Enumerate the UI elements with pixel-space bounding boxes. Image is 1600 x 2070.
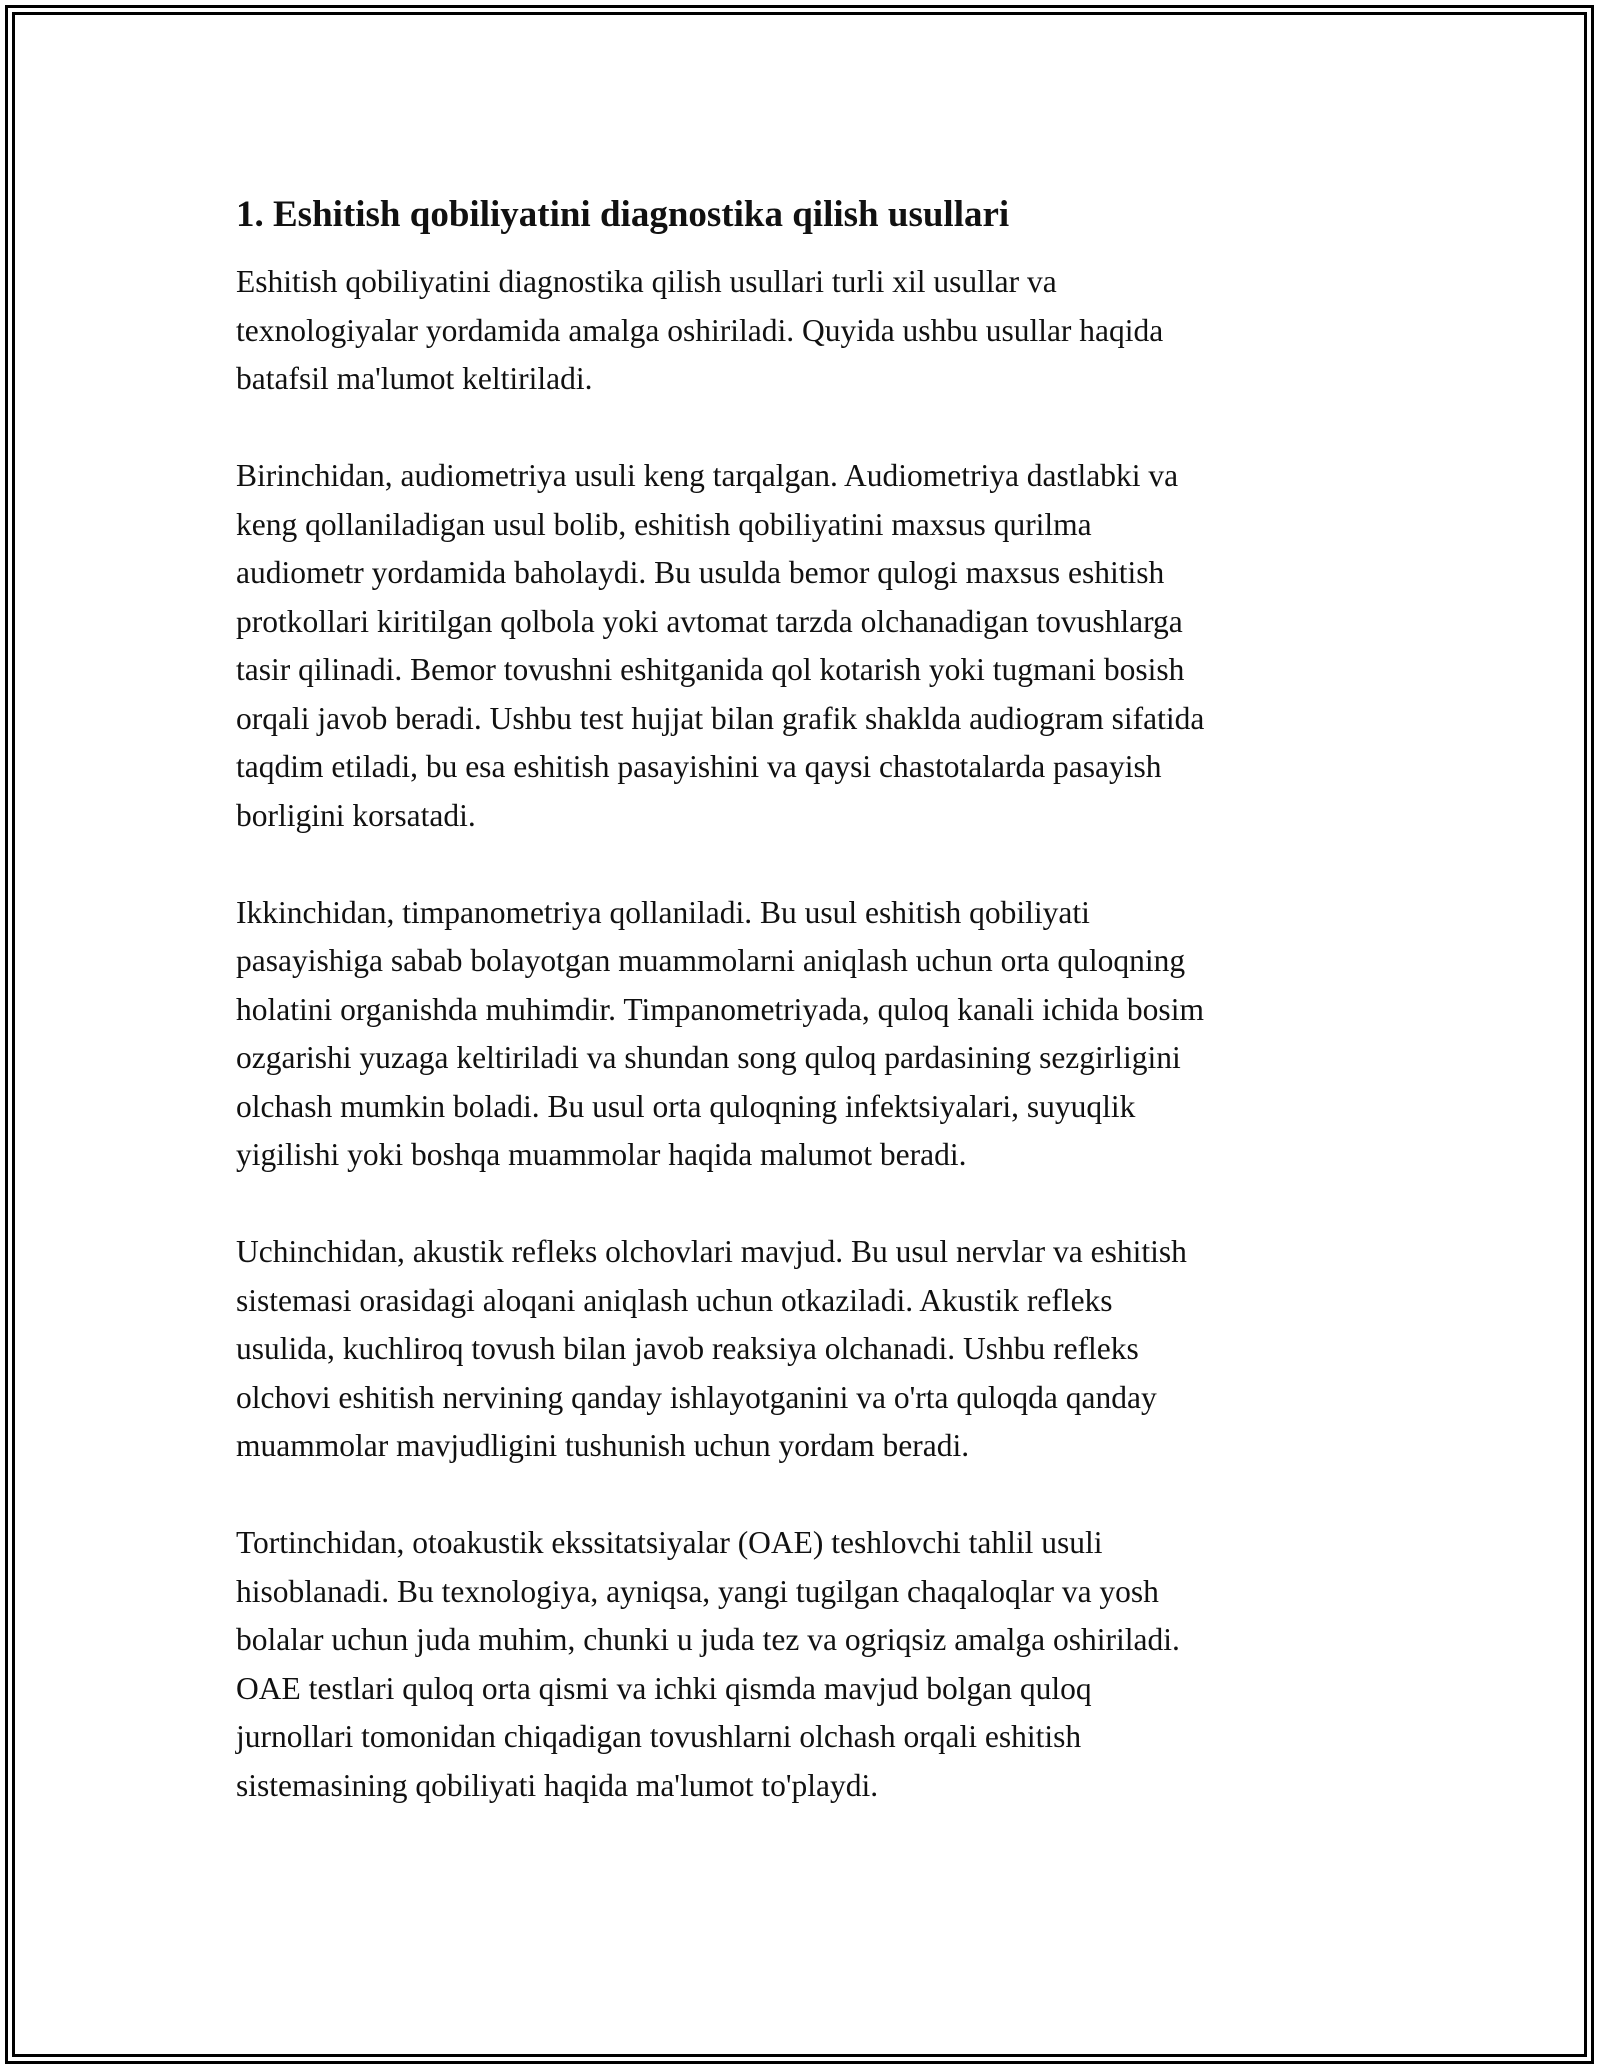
paragraph-tympanometry bbox=[236, 889, 1376, 1180]
text-line: batafsil ma'lumot keltiriladi. bbox=[236, 361, 593, 396]
text-line: texnologiyalar yordamida amalga oshiriladi. Quyida ushbu usullar haqida bbox=[236, 312, 1164, 348]
text-line: muammolar mavjudligini tushunish uchun yordam beradi. bbox=[236, 1428, 970, 1463]
text-line: olchovi eshitish nervining qanday ishlayotganini va o'rta quloqda qanday bbox=[236, 1379, 1157, 1415]
text-line: usulida, kuchliroq tovush bilan javob reaksiya olchanadi. Ushbu refleks bbox=[236, 1331, 1139, 1366]
text-line: Uchinchidan, akustik refleks olchovlari mavjud. Bu usul nervlar va eshitish bbox=[236, 1234, 1187, 1269]
text-line: jurnollari tomonidan chiqadigan tovushlarni olchash orqali eshitish bbox=[236, 1719, 1082, 1754]
paragraph-intro bbox=[236, 258, 1376, 404]
text-line: protkollari kiritilgan qolbola yoki avtomat tarzda olchanadigan tovushlarga bbox=[236, 603, 1183, 639]
text-line: orqali javob beradi. Ushbu test hujjat bilan grafik shaklda audiogram sifatida bbox=[236, 700, 1205, 736]
text-line: audiometr yordamida baholaydi. Bu usulda bemor qulogi maxsus eshitish bbox=[236, 555, 1165, 590]
text-line: yigilishi yoki boshqa muammolar haqida malumot beradi. bbox=[236, 1137, 967, 1172]
text-line: olchash mumkin boladi. Bu usul orta quloqning infektsiyalari, suyuqlik bbox=[236, 1088, 1136, 1124]
text-line: borligini korsatadi. bbox=[236, 797, 476, 833]
text-line: hisoblanadi. Bu texnologiya, ayniqsa, yangi tugilgan chaqaloqlar va yosh bbox=[236, 1573, 1159, 1609]
text-line: Tortinchidan, otoakustik ekssitatsiyalar (OAE) teshlovchi tahlil usuli bbox=[236, 1525, 1103, 1560]
text-line: Eshitish qobiliyatini diagnostika qilish usullari turli xil usullar va bbox=[236, 264, 1057, 299]
text-line: bolalar uchun juda muhim, chunki u juda tez va ogriqsiz amalga oshiriladi. bbox=[236, 1622, 1180, 1657]
section-heading: 1. Eshitish qobiliyatini diagnostika qilish usullari bbox=[236, 194, 1010, 235]
text-line: sistemasi orasidagi aloqani aniqlash uchun otkaziladi. Akustik refleks bbox=[236, 1282, 1113, 1318]
paragraph-oae bbox=[236, 1519, 1376, 1810]
text-line: Birinchidan, audiometriya usuli keng tarqalgan. Audiometriya dastlabki va bbox=[236, 458, 1179, 493]
paragraph-acoustic-reflex bbox=[236, 1228, 1376, 1471]
text-line: pasayishiga sabab bolayotgan muammolarni aniqlash uchun orta quloqning bbox=[236, 943, 1186, 978]
text-line: keng qollaniladigan usul bolib, eshitish qobiliyatini maxsus qurilma bbox=[236, 506, 1092, 542]
paragraph-audiometry bbox=[236, 452, 1376, 840]
text-line: OAE testlari quloq orta qismi va ichki qismda mavjud bolgan quloq bbox=[236, 1670, 1092, 1706]
text-line: taqdim etiladi, bu esa eshitish pasayishini va qaysi chastotalarda pasayish bbox=[236, 749, 1162, 784]
text-line: Ikkinchidan, timpanometriya qollaniladi. Bu usul eshitish qobiliyati bbox=[236, 894, 1090, 930]
document-body bbox=[236, 188, 1376, 1810]
text-line: ozgarishi yuzaga keltiriladi va shundan song quloq pardasining sezgirligini bbox=[236, 1040, 1181, 1075]
text-line: holatini organishda muhimdir. Timpanometriyada, quloq kanali ichida bosim bbox=[236, 991, 1204, 1027]
text-line: tasir qilinadi. Bemor tovushni eshitganida qol kotarish yoki tugmani bosish bbox=[236, 652, 1185, 687]
text-line: sistemasining qobiliyati haqida ma'lumot to'playdi. bbox=[236, 1767, 879, 1803]
